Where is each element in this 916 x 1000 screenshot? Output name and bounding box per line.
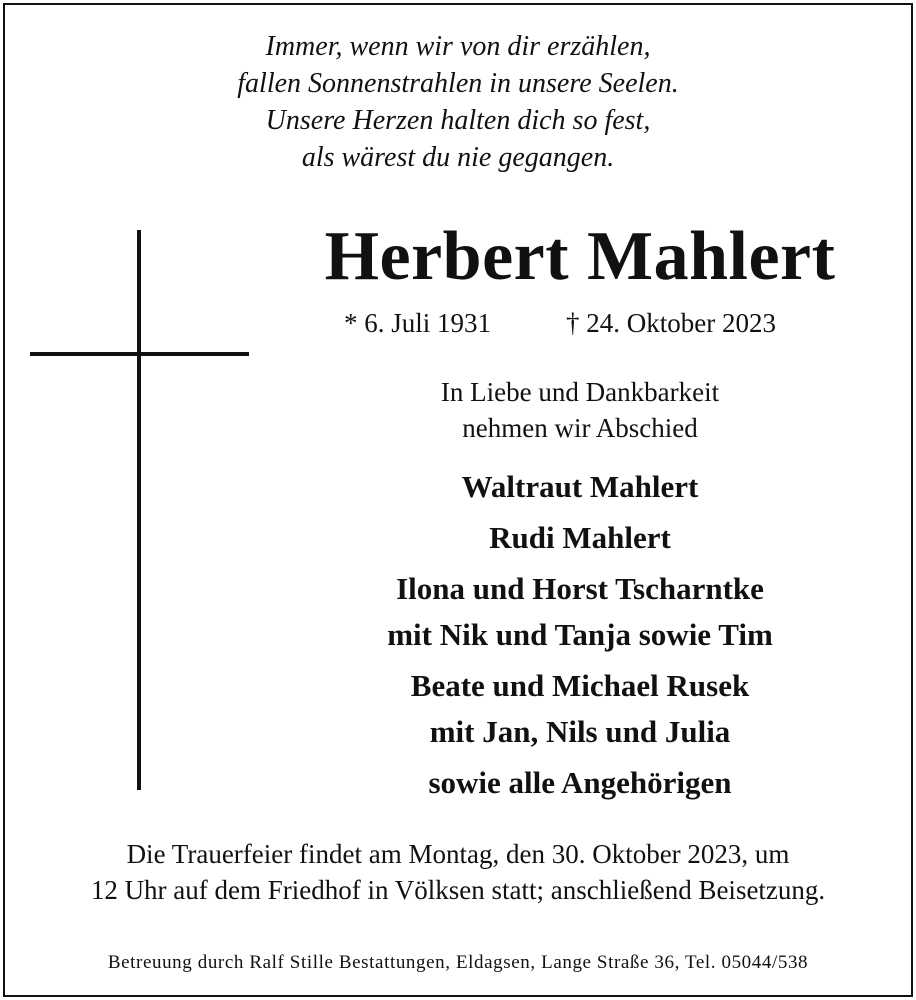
- death-date: † 24. Oktober 2023: [566, 308, 776, 338]
- poem-line: Unsere Herzen halten dich so fest,: [265, 105, 651, 136]
- mourner-name: Waltraut Mahlert: [461, 469, 699, 504]
- life-dates: [290, 305, 870, 345]
- mourner-group: [250, 663, 910, 755]
- poem-line: fallen Sonnenstrahlen in unsere Seelen.: [237, 68, 679, 99]
- mourner-name: Rudi Mahlert: [489, 520, 671, 555]
- mourner-group: [250, 760, 910, 806]
- cross-vertical-bar: [137, 230, 141, 790]
- mourner-group: [250, 464, 910, 510]
- birth-date: * 6. Juli 1931: [344, 308, 492, 338]
- farewell-line: nehmen wir Abschied: [462, 413, 698, 443]
- memorial-poem: [0, 28, 916, 176]
- undertaker-info: Betreuung durch Ralf Stille Bestattungen, Eldagsen, Lange Straße 36, Tel. 05044/538: [107, 952, 809, 973]
- poem-line: als wärest du nie gegangen.: [301, 142, 615, 173]
- mourner-group: [250, 566, 910, 658]
- deceased-name: Herbert Mahlert: [324, 218, 836, 295]
- mourner-name: sowie alle Angehörigen: [428, 765, 732, 800]
- mourner-group: [250, 515, 910, 561]
- mourner-name: mit Jan, Nils und Julia: [429, 714, 731, 749]
- mourner-name: Beate und Michael Rusek: [410, 668, 750, 703]
- farewell-line: In Liebe und Dankbarkeit: [440, 377, 720, 407]
- cross-horizontal-bar: [30, 352, 249, 356]
- ceremony-line: Die Trauerfeier findet am Montag, den 30. Oktober 2023, um: [126, 839, 790, 869]
- ceremony-line: 12 Uhr auf dem Friedhof in Völksen statt; anschließend Beisetzung.: [90, 875, 826, 905]
- mourners-list: [250, 464, 910, 811]
- mourner-name: Ilona und Horst Tscharntke: [396, 571, 764, 606]
- mourner-name: mit Nik und Tanja sowie Tim: [387, 617, 773, 652]
- ceremony-info: [0, 836, 916, 908]
- farewell-text: [250, 374, 910, 446]
- poem-line: Immer, wenn wir von dir erzählen,: [265, 31, 651, 62]
